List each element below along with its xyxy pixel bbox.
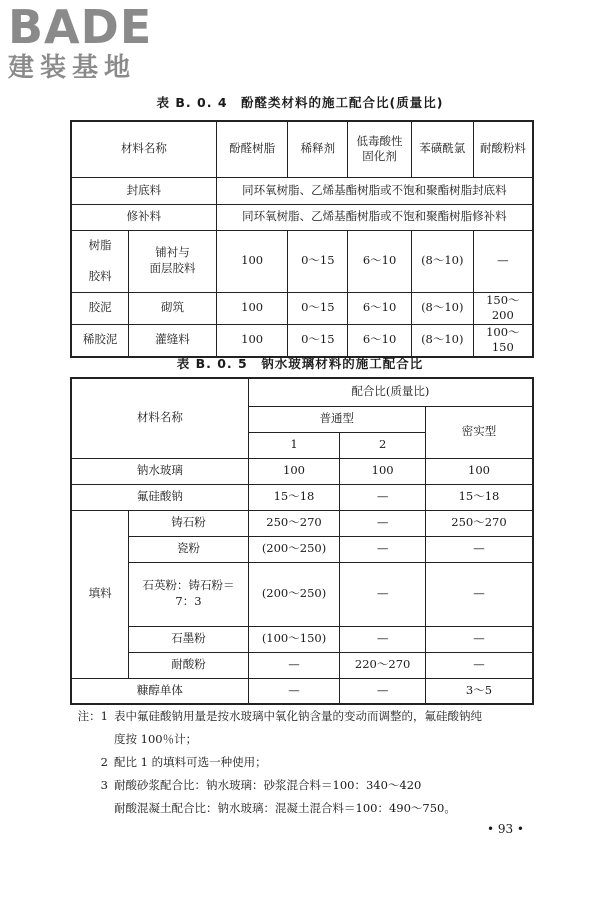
cell: 15～18 <box>248 484 340 510</box>
row-subname: 灌缝料 <box>129 324 217 357</box>
note-2: 2 配比 1 的填料可选一种使用； <box>100 755 267 769</box>
cell: (200～250) <box>248 536 340 562</box>
header-benzenesulfonyl: 苯磺酰氯 <box>411 121 473 177</box>
cell: 15～18 <box>425 484 533 510</box>
sodium-glass-ratio-table <box>70 377 534 705</box>
table-row <box>71 177 533 204</box>
note-3: 3 耐酸砂浆配合比：钠水玻璃：砂浆混合料＝100：340～420 <box>100 778 422 792</box>
cell: 100～150 <box>473 324 533 357</box>
cell: — <box>248 652 340 678</box>
cell: 0～15 <box>288 230 348 292</box>
header-curing-agent: 低毒酸性 固化剂 <box>348 121 412 177</box>
cell: 100 <box>216 292 288 324</box>
cell: 100 <box>425 458 533 484</box>
notes <box>68 705 538 820</box>
cell: 100 <box>216 324 288 357</box>
header-diluent: 稀释剂 <box>288 121 348 177</box>
cell: (8～10) <box>411 324 473 357</box>
cell: 0～15 <box>288 324 348 357</box>
row-name: 石英粉：铸石粉＝ 7：3 <box>129 562 248 626</box>
table-row <box>71 510 533 536</box>
cell: — <box>425 562 533 626</box>
table-row <box>71 678 533 704</box>
logo <box>8 0 178 88</box>
table-row <box>71 378 533 406</box>
row-name: 封底料 <box>71 177 216 204</box>
cell: (200～250) <box>248 562 340 626</box>
phenolic-ratio-table <box>70 120 534 358</box>
cell: — <box>248 678 340 704</box>
table-row <box>71 292 533 324</box>
row-category: 树脂 胶料 <box>71 230 129 292</box>
cell: — <box>425 652 533 678</box>
cell: 250～270 <box>425 510 533 536</box>
cell: — <box>340 678 426 704</box>
table-row <box>71 324 533 357</box>
cell: 3～5 <box>425 678 533 704</box>
cell: 0～15 <box>288 292 348 324</box>
header-name: 材料名称 <box>71 121 216 177</box>
header-ratio: 配合比(质量比) <box>248 378 533 406</box>
row-name: 糠醇单体 <box>71 678 248 704</box>
row-value: 同环氧树脂、乙烯基酯树脂或不饱和聚酯树脂修补料 <box>216 204 533 230</box>
header-normal: 普通型 <box>248 406 425 432</box>
note-3-cont: 耐酸混凝土配合比：钠水玻璃：混凝土混合料＝100：490～750。 <box>114 801 456 815</box>
row-name: 石墨粉 <box>129 626 248 652</box>
cell: 6～10 <box>348 230 412 292</box>
cell: (100～150) <box>248 626 340 652</box>
table-row <box>71 562 533 626</box>
cell: — <box>340 536 426 562</box>
cell: 150～200 <box>473 292 533 324</box>
cell: 100 <box>248 458 340 484</box>
cell: (8～10) <box>411 230 473 292</box>
row-subname: 砌筑 <box>129 292 217 324</box>
row-subname: 铺衬与 面层胶料 <box>129 230 217 292</box>
table1-title: 表 B. 0. 4 酚醛类材料的施工配合比(质量比) <box>156 95 444 110</box>
note-1: 注：1 表中氟硅酸钠用量是按水玻璃中氧化钠含量的变动而调整的，氟硅酸钠纯 <box>77 709 482 723</box>
cell: 6～10 <box>348 324 412 357</box>
cell: — <box>425 536 533 562</box>
table2-title: 表 B. 0. 5 钠水玻璃材料的施工配合比 <box>176 356 424 371</box>
cell: — <box>340 510 426 536</box>
table-row <box>71 458 533 484</box>
cell: 220～270 <box>340 652 426 678</box>
header-dense: 密实型 <box>425 406 533 458</box>
cell: 6～10 <box>348 292 412 324</box>
table-row <box>71 230 533 292</box>
table-row <box>71 121 533 177</box>
row-name: 钠水玻璃 <box>71 458 248 484</box>
cell: — <box>340 626 426 652</box>
note-1-cont: 度按 100％计； <box>114 732 198 746</box>
row-name: 修补料 <box>71 204 216 230</box>
header-mix-1: 1 <box>248 432 340 458</box>
header-mix-2: 2 <box>340 432 426 458</box>
table-row <box>71 536 533 562</box>
cell: (8～10) <box>411 292 473 324</box>
header-phenolic-resin: 酚醛树脂 <box>216 121 288 177</box>
cell: — <box>340 562 426 626</box>
logo-subtitle: 建装基地 <box>8 53 137 83</box>
row-name: 瓷粉 <box>129 536 248 562</box>
cell: 100 <box>340 458 426 484</box>
cell: — <box>425 626 533 652</box>
table-row <box>71 652 533 678</box>
row-name: 铸石粉 <box>129 510 248 536</box>
table-row <box>71 204 533 230</box>
row-category: 胶泥 <box>71 292 129 324</box>
row-category: 稀胶泥 <box>71 324 129 357</box>
cell: 100 <box>216 230 288 292</box>
cell: — <box>473 230 533 292</box>
filler-label: 填料 <box>71 510 129 678</box>
row-name: 耐酸粉 <box>129 652 248 678</box>
cell: 250～270 <box>248 510 340 536</box>
header-acid-powder: 耐酸粉料 <box>473 121 533 177</box>
page-number: • 93 • <box>486 822 524 836</box>
table-row <box>71 484 533 510</box>
row-name: 氟硅酸钠 <box>71 484 248 510</box>
row-value: 同环氧树脂、乙烯基酯树脂或不饱和聚酯树脂封底料 <box>216 177 533 204</box>
logo-brand: BADE <box>8 0 153 54</box>
header-name: 材料名称 <box>71 378 248 458</box>
cell: — <box>340 484 426 510</box>
table-row <box>71 626 533 652</box>
